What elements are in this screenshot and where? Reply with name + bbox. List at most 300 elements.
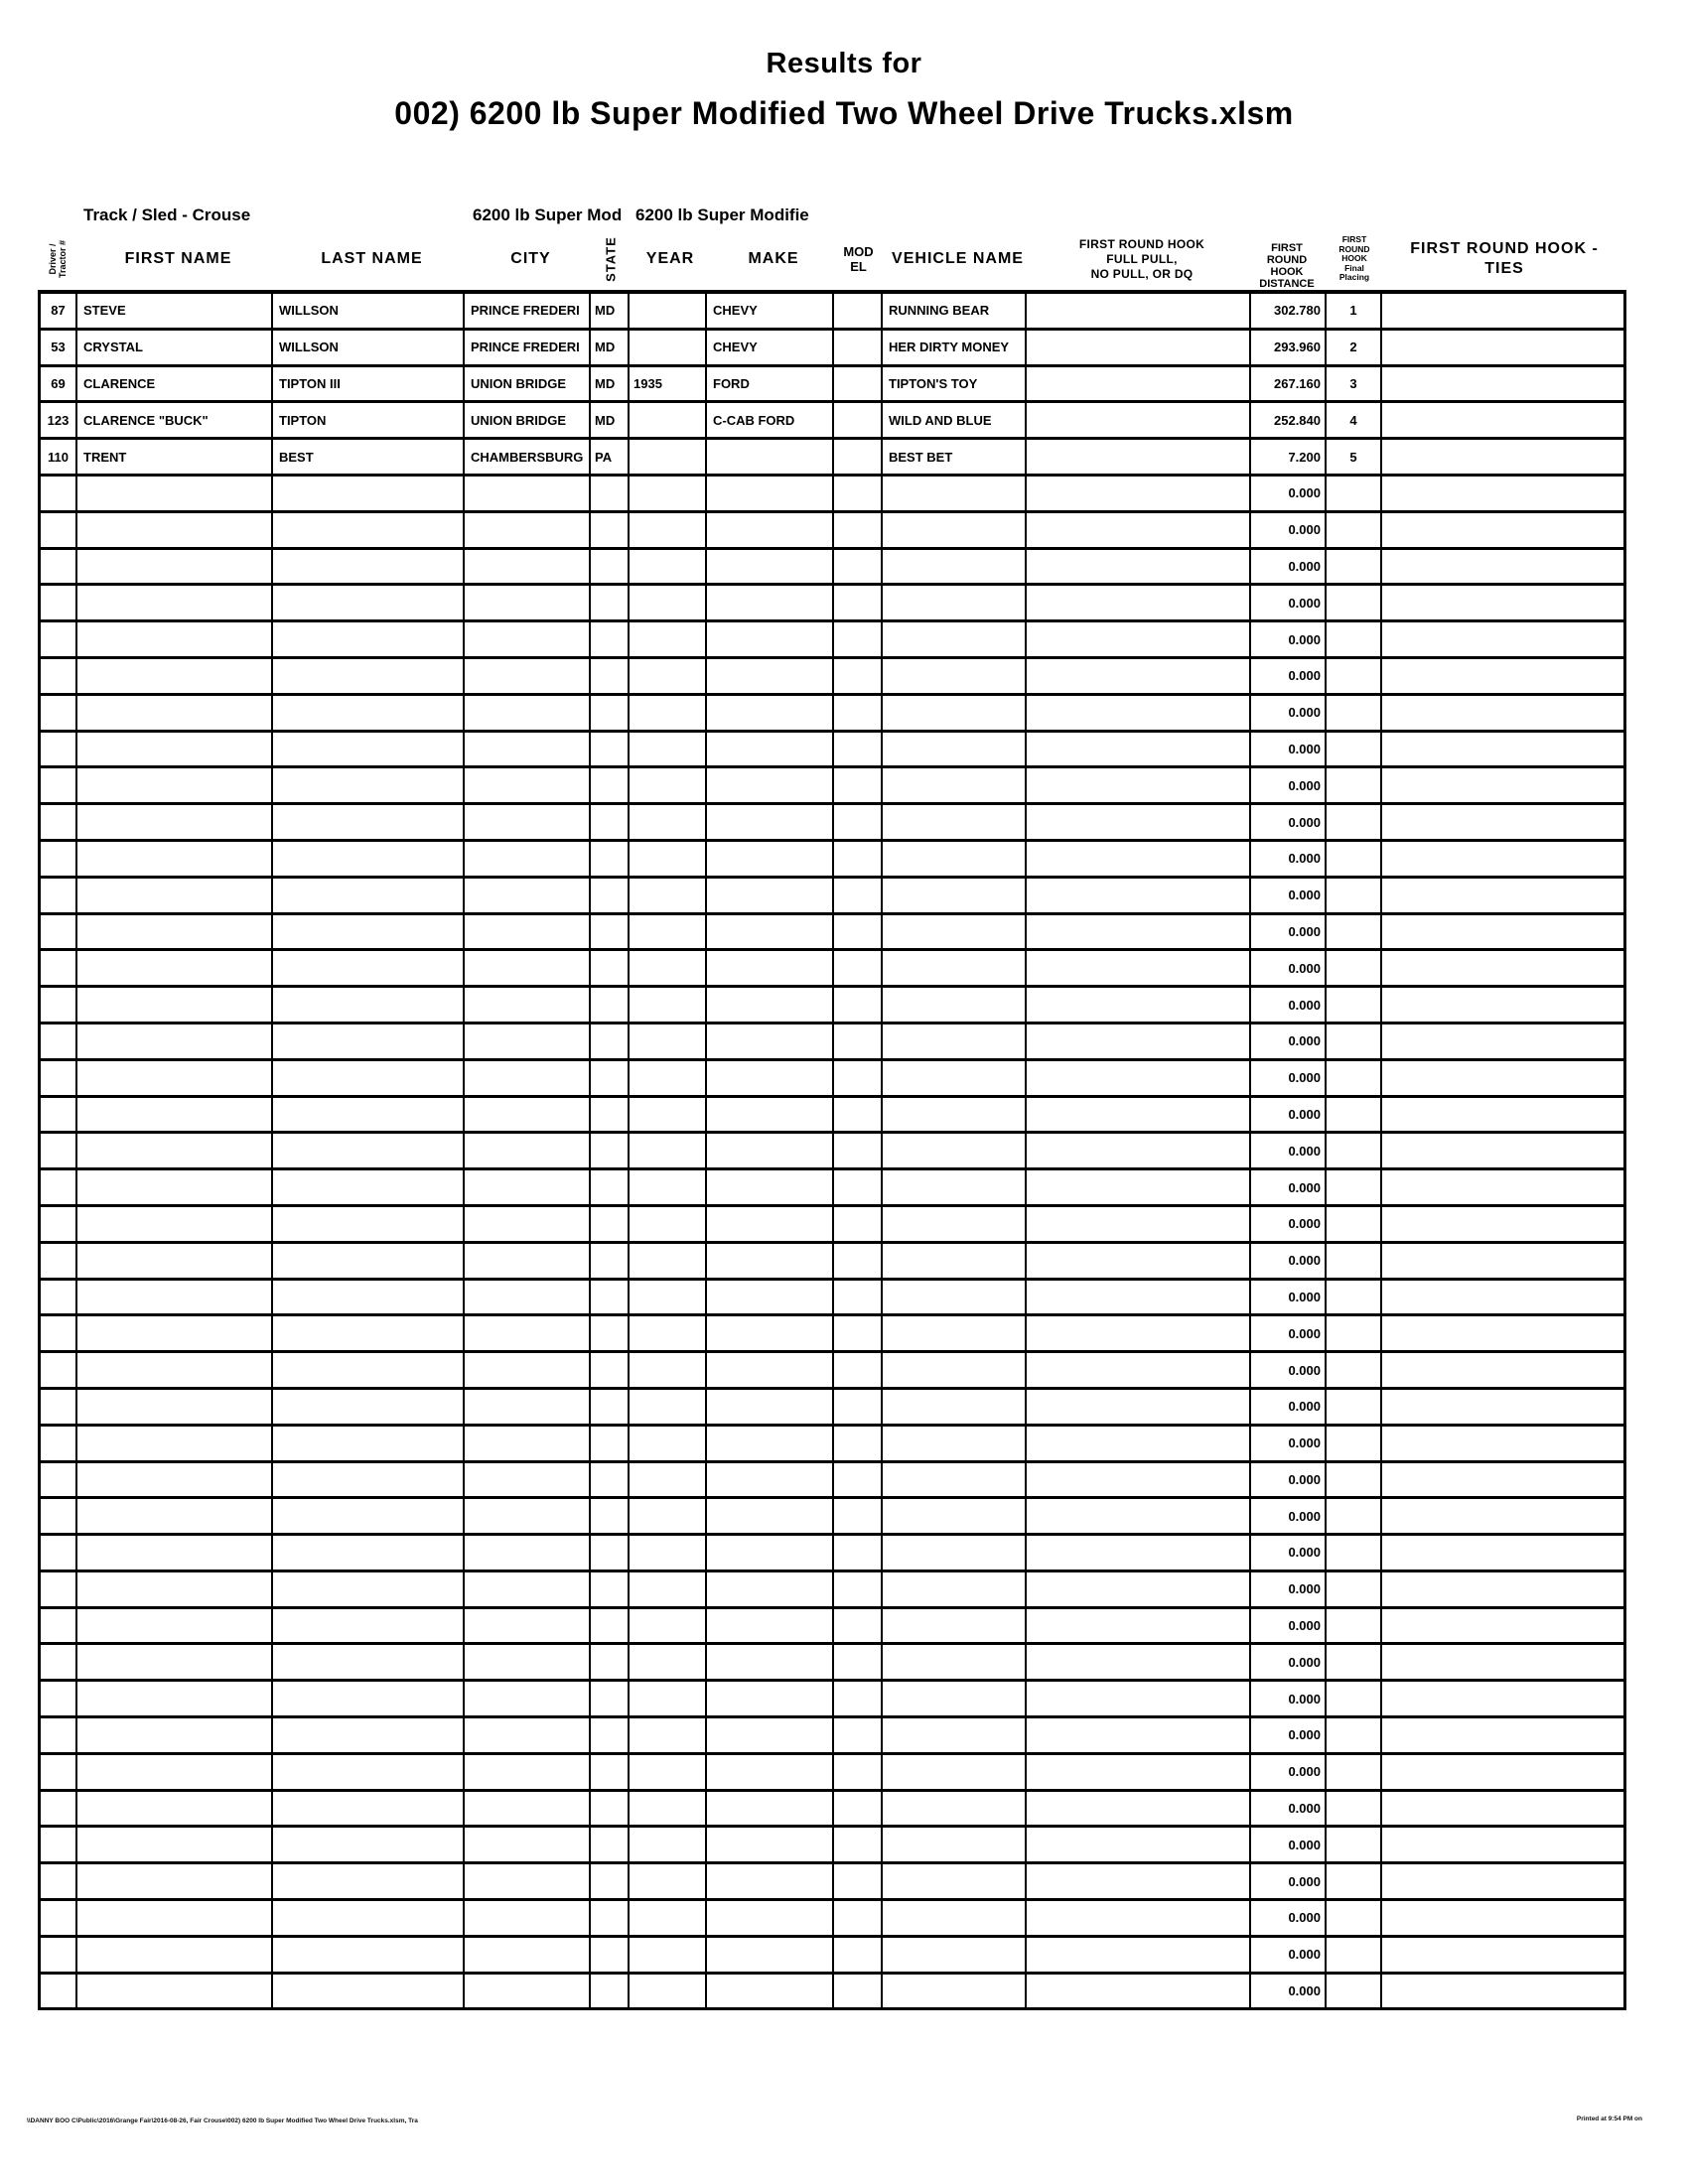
cell-state bbox=[591, 622, 630, 656]
cell-vehicle-name bbox=[883, 586, 1027, 619]
cell-distance: 0.000 bbox=[1251, 622, 1327, 656]
cell-city bbox=[465, 1499, 591, 1533]
cell-full-pull bbox=[1027, 1207, 1251, 1241]
table-row bbox=[38, 1901, 1626, 1938]
cell-full-pull bbox=[1027, 403, 1251, 437]
cell-model bbox=[834, 915, 883, 949]
cell-placing bbox=[1327, 1244, 1382, 1278]
table-row bbox=[38, 331, 1626, 367]
cell-last-name bbox=[273, 805, 465, 839]
cell-make bbox=[707, 1609, 834, 1643]
cell-distance: 0.000 bbox=[1251, 1975, 1327, 2008]
cell-state bbox=[591, 915, 630, 949]
cell-state bbox=[591, 1244, 630, 1278]
cell-driver-number bbox=[38, 1792, 77, 1826]
cell-city bbox=[465, 1864, 591, 1898]
cell-city bbox=[465, 988, 591, 1022]
cell-model bbox=[834, 1828, 883, 1861]
cell-full-pull bbox=[1027, 915, 1251, 949]
cell-placing bbox=[1327, 951, 1382, 985]
cell-model bbox=[834, 1061, 883, 1095]
cell-distance: 0.000 bbox=[1251, 1938, 1327, 1972]
cell-first-name: STEVE bbox=[77, 294, 273, 328]
cell-ties bbox=[1382, 842, 1626, 876]
table-row bbox=[38, 1975, 1626, 2011]
cell-vehicle-name bbox=[883, 915, 1027, 949]
cell-first-name bbox=[77, 1061, 273, 1095]
driver-tractor-rotated-label: Driver / Tractor # bbox=[48, 239, 68, 279]
cell-make bbox=[707, 1390, 834, 1424]
cell-distance: 0.000 bbox=[1251, 1828, 1327, 1861]
cell-make bbox=[707, 1792, 834, 1826]
cell-year bbox=[630, 1207, 707, 1241]
cell-distance: 7.200 bbox=[1251, 440, 1327, 474]
cell-full-pull bbox=[1027, 550, 1251, 584]
cell-model bbox=[834, 1207, 883, 1241]
cell-model bbox=[834, 879, 883, 912]
cell-first-name bbox=[77, 622, 273, 656]
cell-full-pull bbox=[1027, 768, 1251, 802]
page-title: Results for bbox=[766, 48, 922, 79]
cell-model bbox=[834, 622, 883, 656]
cell-year bbox=[630, 1536, 707, 1570]
cell-distance: 0.000 bbox=[1251, 696, 1327, 730]
cell-first-name bbox=[77, 1755, 273, 1789]
cell-distance: 0.000 bbox=[1251, 1207, 1327, 1241]
cell-state bbox=[591, 1207, 630, 1241]
cell-vehicle-name bbox=[883, 1609, 1027, 1643]
cell-full-pull bbox=[1027, 1755, 1251, 1789]
cell-model bbox=[834, 805, 883, 839]
cell-year bbox=[630, 1792, 707, 1826]
cell-ties bbox=[1382, 477, 1626, 510]
cell-city bbox=[465, 659, 591, 693]
cell-year bbox=[630, 1572, 707, 1606]
header-year: YEAR bbox=[645, 250, 695, 267]
cell-ties bbox=[1382, 1098, 1626, 1132]
cell-ties bbox=[1382, 513, 1626, 547]
cell-state bbox=[591, 1353, 630, 1387]
cell-last-name bbox=[273, 1390, 465, 1424]
cell-year bbox=[630, 1353, 707, 1387]
cell-city: PRINCE FREDERI bbox=[465, 294, 591, 328]
cell-distance: 0.000 bbox=[1251, 1645, 1327, 1679]
cell-full-pull bbox=[1027, 367, 1251, 401]
cell-state bbox=[591, 1316, 630, 1350]
table-row bbox=[38, 1682, 1626, 1718]
cell-year bbox=[630, 586, 707, 619]
cell-city: CHAMBERSBURG bbox=[465, 440, 591, 474]
header-distance: FIRST ROUND HOOK DISTANCE bbox=[1259, 242, 1315, 290]
cell-placing bbox=[1327, 1718, 1382, 1752]
cell-make bbox=[707, 842, 834, 876]
table-row bbox=[38, 513, 1626, 550]
cell-full-pull bbox=[1027, 1864, 1251, 1898]
cell-state bbox=[591, 1024, 630, 1058]
cell-year bbox=[630, 1098, 707, 1132]
cell-distance: 0.000 bbox=[1251, 1024, 1327, 1058]
cell-city bbox=[465, 1353, 591, 1387]
table-row bbox=[38, 733, 1626, 769]
table-row bbox=[38, 1244, 1626, 1281]
cell-driver-number bbox=[38, 477, 77, 510]
cell-state: PA bbox=[591, 440, 630, 474]
cell-full-pull bbox=[1027, 733, 1251, 766]
cell-make bbox=[707, 1828, 834, 1861]
cell-distance: 0.000 bbox=[1251, 1536, 1327, 1570]
cell-driver-number bbox=[38, 1353, 77, 1387]
cell-vehicle-name bbox=[883, 1134, 1027, 1167]
cell-state bbox=[591, 513, 630, 547]
cell-distance: 0.000 bbox=[1251, 1463, 1327, 1497]
cell-year bbox=[630, 1024, 707, 1058]
cell-ties bbox=[1382, 988, 1626, 1022]
cell-make bbox=[707, 1499, 834, 1533]
table-row bbox=[38, 1828, 1626, 1864]
cell-model bbox=[834, 1134, 883, 1167]
table-row bbox=[38, 1792, 1626, 1829]
cell-year bbox=[630, 988, 707, 1022]
cell-city bbox=[465, 1828, 591, 1861]
cell-year bbox=[630, 1390, 707, 1424]
cell-placing bbox=[1327, 1645, 1382, 1679]
cell-driver-number bbox=[38, 586, 77, 619]
cell-city: UNION BRIDGE bbox=[465, 403, 591, 437]
cell-last-name bbox=[273, 1353, 465, 1387]
cell-state: MD bbox=[591, 367, 630, 401]
cell-city bbox=[465, 1427, 591, 1460]
cell-full-pull bbox=[1027, 659, 1251, 693]
cell-driver-number: 53 bbox=[38, 331, 77, 364]
header-make: MAKE bbox=[748, 250, 799, 267]
cell-last-name bbox=[273, 1864, 465, 1898]
cell-last-name bbox=[273, 1244, 465, 1278]
cell-city bbox=[465, 1244, 591, 1278]
cell-ties bbox=[1382, 1828, 1626, 1861]
cell-city bbox=[465, 1281, 591, 1314]
cell-placing bbox=[1327, 1938, 1382, 1972]
table-row bbox=[38, 550, 1626, 587]
table-row bbox=[38, 586, 1626, 622]
cell-make bbox=[707, 1098, 834, 1132]
cell-driver-number bbox=[38, 1975, 77, 2008]
cell-distance: 0.000 bbox=[1251, 1718, 1327, 1752]
cell-city bbox=[465, 1316, 591, 1350]
cell-first-name: CLARENCE "BUCK" bbox=[77, 403, 273, 437]
cell-year bbox=[630, 1828, 707, 1861]
cell-full-pull bbox=[1027, 586, 1251, 619]
cell-distance: 252.840 bbox=[1251, 403, 1327, 437]
cell-placing bbox=[1327, 1864, 1382, 1898]
cell-driver-number bbox=[38, 1024, 77, 1058]
cell-placing: 3 bbox=[1327, 367, 1382, 401]
cell-state bbox=[591, 1609, 630, 1643]
cell-vehicle-name bbox=[883, 768, 1027, 802]
cell-vehicle-name bbox=[883, 1901, 1027, 1935]
table-row bbox=[38, 1170, 1626, 1207]
cell-driver-number bbox=[38, 1390, 77, 1424]
cell-full-pull bbox=[1027, 440, 1251, 474]
cell-state bbox=[591, 550, 630, 584]
cell-city bbox=[465, 1901, 591, 1935]
cell-vehicle-name bbox=[883, 1938, 1027, 1972]
cell-distance: 0.000 bbox=[1251, 733, 1327, 766]
cell-make bbox=[707, 733, 834, 766]
cell-state bbox=[591, 477, 630, 510]
cell-model bbox=[834, 1098, 883, 1132]
cell-vehicle-name bbox=[883, 1536, 1027, 1570]
cell-driver-number: 87 bbox=[38, 294, 77, 328]
cell-full-pull bbox=[1027, 1718, 1251, 1752]
cell-placing bbox=[1327, 988, 1382, 1022]
cell-vehicle-name bbox=[883, 1645, 1027, 1679]
cell-vehicle-name bbox=[883, 1427, 1027, 1460]
cell-city bbox=[465, 1572, 591, 1606]
cell-full-pull bbox=[1027, 622, 1251, 656]
cell-distance: 0.000 bbox=[1251, 879, 1327, 912]
cell-city bbox=[465, 550, 591, 584]
cell-make bbox=[707, 1682, 834, 1715]
cell-distance: 0.000 bbox=[1251, 1792, 1327, 1826]
cell-ties bbox=[1382, 1134, 1626, 1167]
cell-model bbox=[834, 440, 883, 474]
cell-make bbox=[707, 951, 834, 985]
cell-city bbox=[465, 1170, 591, 1204]
cell-year bbox=[630, 1463, 707, 1497]
cell-full-pull bbox=[1027, 696, 1251, 730]
class-label-right: 6200 lb Super Modifie bbox=[635, 205, 809, 224]
cell-distance: 0.000 bbox=[1251, 842, 1327, 876]
cell-make: C-CAB FORD bbox=[707, 403, 834, 437]
cell-make: CHEVY bbox=[707, 331, 834, 364]
cell-first-name bbox=[77, 1609, 273, 1643]
cell-model bbox=[834, 1170, 883, 1204]
cell-placing: 2 bbox=[1327, 331, 1382, 364]
cell-distance: 0.000 bbox=[1251, 1427, 1327, 1460]
cell-driver-number bbox=[38, 879, 77, 912]
cell-model bbox=[834, 1792, 883, 1826]
cell-vehicle-name bbox=[883, 1682, 1027, 1715]
cell-last-name bbox=[273, 1427, 465, 1460]
cell-first-name bbox=[77, 477, 273, 510]
cell-ties bbox=[1382, 1024, 1626, 1058]
cell-first-name bbox=[77, 550, 273, 584]
cell-make bbox=[707, 1024, 834, 1058]
cell-placing bbox=[1327, 1024, 1382, 1058]
cell-placing bbox=[1327, 733, 1382, 766]
cell-distance: 293.960 bbox=[1251, 331, 1327, 364]
cell-last-name bbox=[273, 1536, 465, 1570]
cell-first-name bbox=[77, 1682, 273, 1715]
cell-driver-number bbox=[38, 1572, 77, 1606]
cell-year bbox=[630, 403, 707, 437]
cell-driver-number bbox=[38, 1098, 77, 1132]
cell-vehicle-name: WILD AND BLUE bbox=[883, 403, 1027, 437]
cell-make bbox=[707, 768, 834, 802]
cell-state bbox=[591, 1281, 630, 1314]
cell-last-name bbox=[273, 1281, 465, 1314]
cell-vehicle-name bbox=[883, 1390, 1027, 1424]
cell-vehicle-name bbox=[883, 622, 1027, 656]
cell-state bbox=[591, 1463, 630, 1497]
cell-vehicle-name bbox=[883, 1792, 1027, 1826]
cell-ties bbox=[1382, 1463, 1626, 1497]
cell-vehicle-name: RUNNING BEAR bbox=[883, 294, 1027, 328]
cell-full-pull bbox=[1027, 988, 1251, 1022]
cell-make bbox=[707, 1718, 834, 1752]
cell-first-name bbox=[77, 1316, 273, 1350]
cell-vehicle-name bbox=[883, 1207, 1027, 1241]
cell-vehicle-name: BEST BET bbox=[883, 440, 1027, 474]
cell-model bbox=[834, 1499, 883, 1533]
cell-placing bbox=[1327, 879, 1382, 912]
cell-distance: 0.000 bbox=[1251, 477, 1327, 510]
footer-printed-at: Printed at 9:54 PM on bbox=[1576, 2116, 1642, 2122]
cell-ties bbox=[1382, 1536, 1626, 1570]
cell-first-name bbox=[77, 1864, 273, 1898]
cell-year bbox=[630, 1609, 707, 1643]
cell-ties bbox=[1382, 586, 1626, 619]
cell-model bbox=[834, 1718, 883, 1752]
cell-last-name bbox=[273, 1609, 465, 1643]
cell-first-name bbox=[77, 1170, 273, 1204]
cell-ties bbox=[1382, 1281, 1626, 1314]
cell-city: UNION BRIDGE bbox=[465, 367, 591, 401]
cell-make bbox=[707, 1170, 834, 1204]
cell-year bbox=[630, 733, 707, 766]
cell-driver-number: 69 bbox=[38, 367, 77, 401]
cell-full-pull bbox=[1027, 1024, 1251, 1058]
cell-placing bbox=[1327, 1572, 1382, 1606]
table-row bbox=[38, 622, 1626, 659]
table-row bbox=[38, 1938, 1626, 1975]
cell-model bbox=[834, 1938, 883, 1972]
cell-driver-number bbox=[38, 1645, 77, 1679]
cell-full-pull bbox=[1027, 842, 1251, 876]
table-header-row bbox=[38, 228, 1626, 294]
cell-last-name bbox=[273, 1792, 465, 1826]
cell-placing bbox=[1327, 915, 1382, 949]
cell-distance: 0.000 bbox=[1251, 988, 1327, 1022]
header-city: CITY bbox=[510, 250, 551, 267]
cell-model bbox=[834, 696, 883, 730]
cell-make bbox=[707, 1901, 834, 1935]
cell-last-name bbox=[273, 1645, 465, 1679]
cell-first-name bbox=[77, 1024, 273, 1058]
cell-vehicle-name bbox=[883, 1170, 1027, 1204]
cell-year bbox=[630, 696, 707, 730]
cell-last-name bbox=[273, 1207, 465, 1241]
cell-year bbox=[630, 1682, 707, 1715]
cell-driver-number bbox=[38, 659, 77, 693]
cell-first-name bbox=[77, 1427, 273, 1460]
cell-year bbox=[630, 951, 707, 985]
cell-full-pull bbox=[1027, 1244, 1251, 1278]
table-row bbox=[38, 367, 1626, 404]
cell-city bbox=[465, 1609, 591, 1643]
cell-last-name bbox=[273, 1901, 465, 1935]
cell-ties bbox=[1382, 1755, 1626, 1789]
cell-vehicle-name bbox=[883, 513, 1027, 547]
cell-year bbox=[630, 768, 707, 802]
cell-first-name bbox=[77, 1390, 273, 1424]
cell-placing bbox=[1327, 1828, 1382, 1861]
header-last-name: LAST NAME bbox=[321, 250, 423, 267]
cell-state bbox=[591, 1061, 630, 1095]
cell-make bbox=[707, 915, 834, 949]
cell-state: MD bbox=[591, 403, 630, 437]
table-row bbox=[38, 1316, 1626, 1353]
table-row bbox=[38, 879, 1626, 915]
cell-city bbox=[465, 622, 591, 656]
cell-placing: 4 bbox=[1327, 403, 1382, 437]
cell-placing bbox=[1327, 1463, 1382, 1497]
table-row bbox=[38, 1427, 1626, 1463]
cell-vehicle-name bbox=[883, 659, 1027, 693]
cell-make bbox=[707, 1427, 834, 1460]
cell-full-pull bbox=[1027, 1281, 1251, 1314]
cell-placing bbox=[1327, 550, 1382, 584]
cell-make bbox=[707, 805, 834, 839]
cell-distance: 0.000 bbox=[1251, 1134, 1327, 1167]
cell-last-name bbox=[273, 1316, 465, 1350]
cell-first-name bbox=[77, 842, 273, 876]
cell-make bbox=[707, 1207, 834, 1241]
cell-model bbox=[834, 951, 883, 985]
cell-vehicle-name bbox=[883, 733, 1027, 766]
table-row bbox=[38, 1864, 1626, 1901]
cell-year bbox=[630, 1281, 707, 1314]
cell-driver-number bbox=[38, 1938, 77, 1972]
cell-model bbox=[834, 1682, 883, 1715]
cell-full-pull bbox=[1027, 1353, 1251, 1387]
cell-last-name bbox=[273, 951, 465, 985]
cell-placing bbox=[1327, 1975, 1382, 2008]
cell-make: CHEVY bbox=[707, 294, 834, 328]
cell-driver-number bbox=[38, 1536, 77, 1570]
cell-state bbox=[591, 1828, 630, 1861]
cell-full-pull bbox=[1027, 879, 1251, 912]
cell-distance: 0.000 bbox=[1251, 1572, 1327, 1606]
table-row bbox=[38, 988, 1626, 1024]
cell-make bbox=[707, 1645, 834, 1679]
cell-year bbox=[630, 1170, 707, 1204]
table-row bbox=[38, 1024, 1626, 1061]
table-row bbox=[38, 1061, 1626, 1098]
cell-first-name bbox=[77, 513, 273, 547]
cell-model bbox=[834, 1975, 883, 2008]
cell-ties bbox=[1382, 622, 1626, 656]
cell-placing bbox=[1327, 622, 1382, 656]
cell-placing bbox=[1327, 1755, 1382, 1789]
cell-driver-number bbox=[38, 1901, 77, 1935]
cell-first-name bbox=[77, 733, 273, 766]
cell-model bbox=[834, 988, 883, 1022]
cell-full-pull bbox=[1027, 1316, 1251, 1350]
cell-distance: 0.000 bbox=[1251, 1281, 1327, 1314]
cell-first-name bbox=[77, 879, 273, 912]
cell-year bbox=[630, 842, 707, 876]
cell-vehicle-name bbox=[883, 1718, 1027, 1752]
cell-year bbox=[630, 1864, 707, 1898]
cell-ties bbox=[1382, 1938, 1626, 1972]
cell-placing bbox=[1327, 586, 1382, 619]
cell-city bbox=[465, 1682, 591, 1715]
cell-model bbox=[834, 586, 883, 619]
cell-distance: 0.000 bbox=[1251, 659, 1327, 693]
cell-last-name bbox=[273, 879, 465, 912]
cell-last-name bbox=[273, 1572, 465, 1606]
